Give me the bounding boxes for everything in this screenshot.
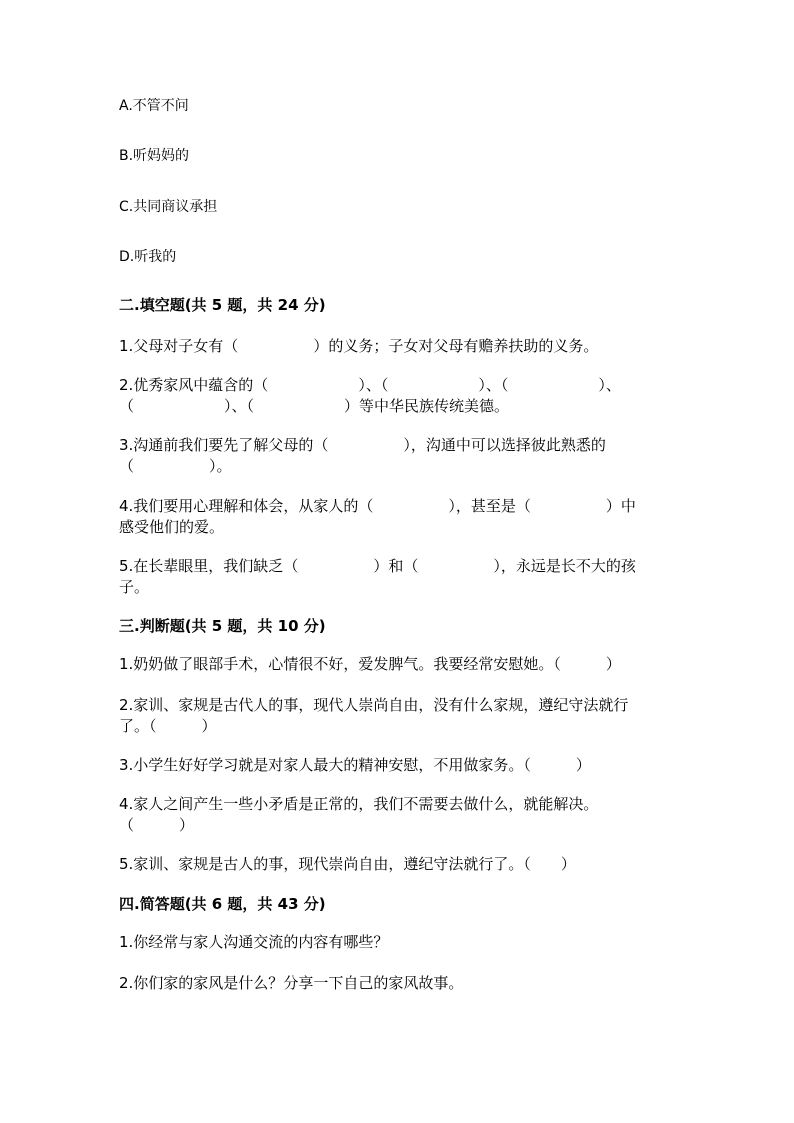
fill-blank-q5-line2: 子。 xyxy=(119,578,150,596)
option-a: A.不管不问 xyxy=(119,98,189,114)
fill-blank-q2-line1: 2.优秀家风中蕴含的（ ）、（ ）、（ ）、 xyxy=(119,376,621,394)
section-title-short-answer: 四.简答题(共 6 题，共 43 分) xyxy=(119,895,326,913)
fill-blank-q1-line1: 1.父母对子女有（ ）的义务；子女对父母有赡养扶助的义务。 xyxy=(119,337,599,355)
fill-blank-q4-line1: 4.我们要用心理解和体会，从家人的（ ），甚至是（ ）中 xyxy=(119,497,636,515)
section-title-true-false: 三.判断题(共 5 题，共 10 分) xyxy=(119,617,326,635)
fill-blank-q3-line2: （ ）。 xyxy=(119,457,232,475)
true-false-q1-line1: 1.奶奶做了眼部手术，心情很不好，爱发脾气。我要经常安慰她。（ ） xyxy=(119,655,621,673)
option-c: C.共同商议承担 xyxy=(119,199,218,215)
short-answer-q2-line1: 2.你们家的家风是什么？分享一下自己的家风故事。 xyxy=(119,974,464,992)
true-false-q4-line1: 4.家人之间产生一些小矛盾是正常的，我们不需要去做什么，就能解决。 xyxy=(119,795,599,813)
true-false-q4-line2: （ ） xyxy=(119,816,195,834)
true-false-q2-line2: 了。（ ） xyxy=(119,717,217,735)
fill-blank-q4-line2: 感受他们的爱。 xyxy=(119,518,225,536)
option-d: D.听我的 xyxy=(119,249,177,265)
short-answer-q1-line1: 1.你经常与家人沟通交流的内容有哪些？ xyxy=(119,933,389,951)
fill-blank-q2-line2: （ ）、（ ）等中华民族传统美德。 xyxy=(119,397,510,415)
true-false-q3-line1: 3.小学生好好学习就是对家人最大的精神安慰，不用做家务。（ ） xyxy=(119,756,591,774)
fill-blank-q5-line1: 5.在长辈眼里，我们缺乏（ ）和（ ），永远是长不大的孩 xyxy=(119,557,636,575)
true-false-q2-line1: 2.家训、家规是古代人的事，现代人崇尚自由，没有什么家规，遵纪守法就行 xyxy=(119,696,629,714)
section-title-fill-blank: 二.填空题(共 5 题，共 24 分) xyxy=(119,296,326,314)
true-false-q5-line1: 5.家训、家规是古人的事，现代崇尚自由，遵纪守法就行了。（ ） xyxy=(119,855,576,873)
fill-blank-q3-line1: 3.沟通前我们要先了解父母的（ ），沟通中可以选择彼此熟悉的 xyxy=(119,436,606,454)
option-b: B.听妈妈的 xyxy=(119,148,190,164)
